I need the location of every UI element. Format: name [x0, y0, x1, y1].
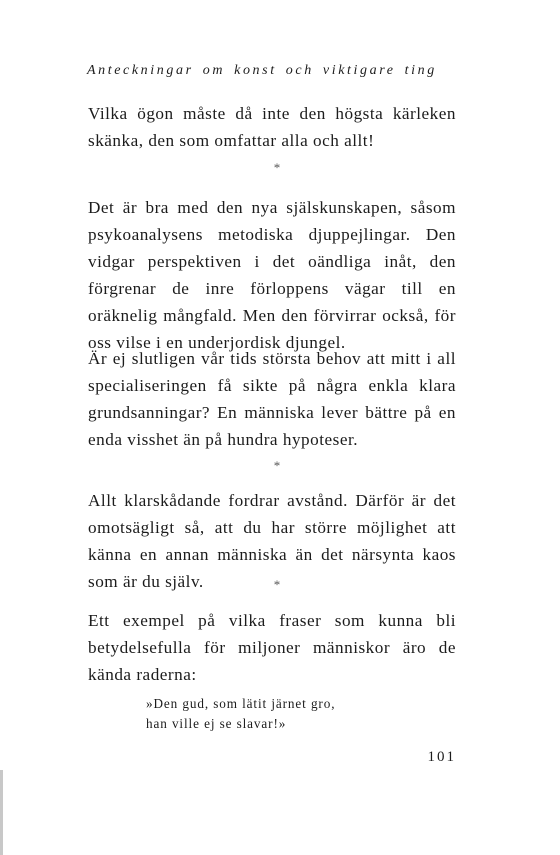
paragraph-truths: Är ej slutligen vår tids största behov att mitt i all specialiseringen få sikte på några enkla klara grundsanningar? En människa lever bättre på en enda visshet än på hundra hypoteser.: [88, 349, 456, 449]
paragraph-distance: Allt klarskådande fordrar avstånd. Därför är det omotsägligt så, att du har större möjlighet att känna en annan människa än det närsynta kaos som är du själv.: [88, 491, 456, 591]
section-break: *: [273, 577, 281, 592]
scan-edge: [0, 770, 3, 855]
section-break: *: [273, 160, 281, 175]
verse-line-2: han ville ej se slavar!»: [146, 716, 287, 731]
running-head: Anteckningar om konst och viktigare ting: [87, 63, 437, 78]
page-number: 101: [427, 749, 456, 765]
paragraph-psychology: Det är bra med den nya själskunskapen, såsom psykoanalysens metodiska djuppejlingar. Den vidgar perspektiven i det oändliga inåt, den förgrenar de inre förloppens vägar till en oräknelig mångfald. Men den förvirrar också, för oss vilse i en underjordisk djungel.: [88, 198, 456, 352]
paragraph-example: Ett exempel på vilka fraser som kunna bli betydelsefulla för miljoner människor äro de kända raderna:: [88, 611, 456, 684]
paragraph-love: Vilka ögon måste då inte den högsta kärleken skänka, den som omfattar alla och allt!: [88, 104, 456, 150]
section-break: *: [273, 458, 281, 473]
verse-quote: [146, 694, 335, 734]
verse-line-1: »Den gud, som lätit järnet gro,: [146, 696, 336, 711]
